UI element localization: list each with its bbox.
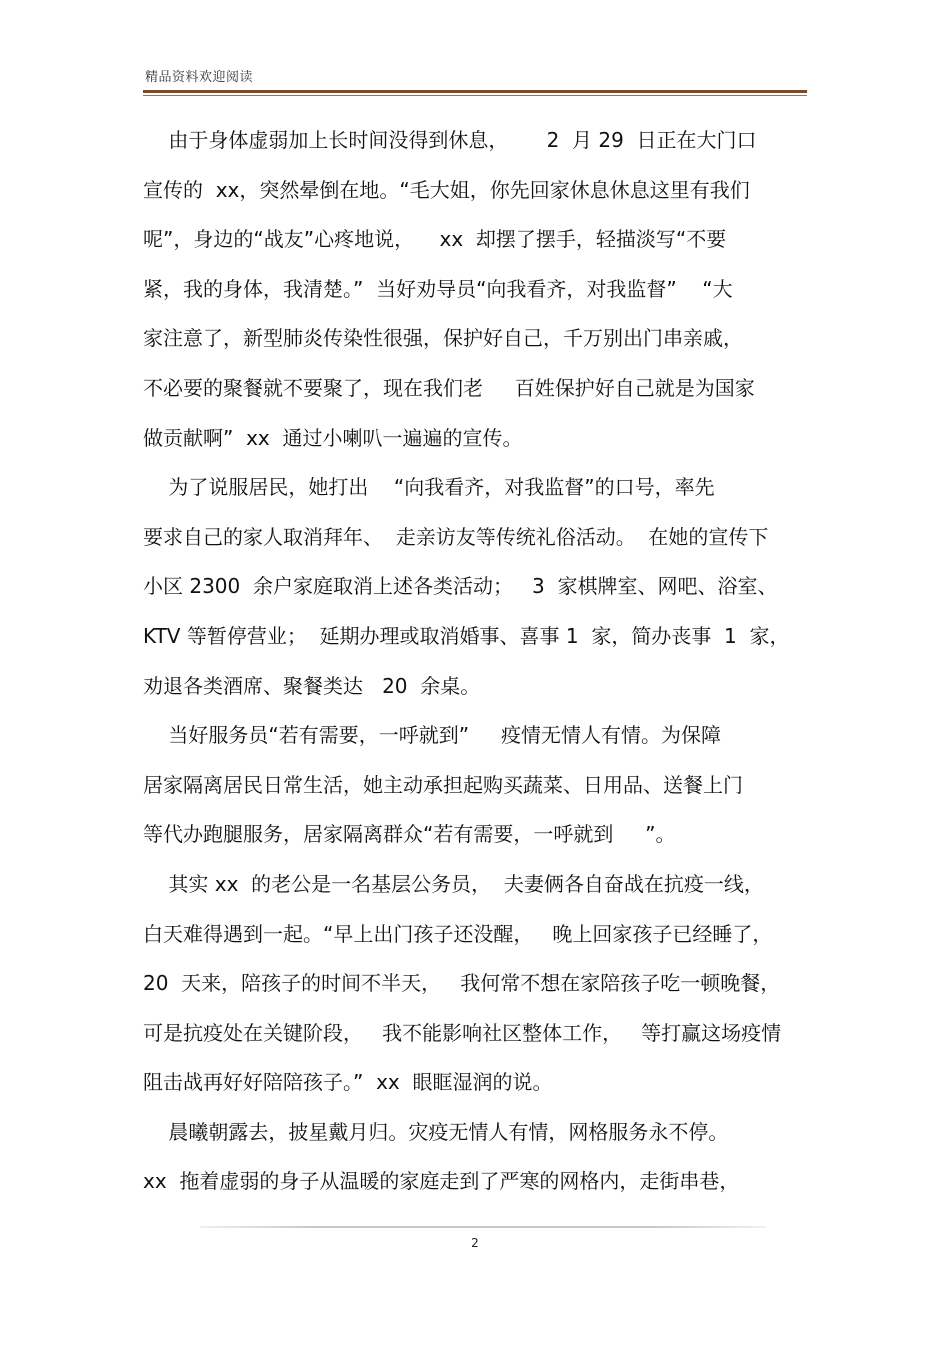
text-line: 当好服务员“若有需要，一呼就到” 疫情无情人有情。为保障	[143, 723, 721, 748]
header-rule-thick	[143, 90, 807, 93]
text-line: 劝退各类酒席、聚餐类达 20 余桌。	[143, 673, 481, 698]
text-line: 要求自己的家人取消拜年、 走亲访友等传统礼俗活动。 在她的宣传下	[143, 524, 769, 549]
page-header-title: 精品资料欢迎阅读	[145, 70, 254, 85]
text-line: 不必要的聚餐就不要聚了，现在我们老 百姓保护好自己就是为国家	[143, 375, 755, 400]
page-number: 2	[471, 1236, 479, 1250]
text-line: 居家隔离居民日常生活，她主动承担起购买蔬菜、日用品、送餐上门	[143, 772, 743, 797]
text-line: 白天难得遇到一起。“早上出门孩子还没醒， 晚上回家孩子已经睡了，	[143, 921, 773, 946]
header-rule-thin	[143, 95, 807, 96]
text-line: 小区 2300 余户家庭取消上述各类活动； 3 家棋牌室、网吧、浴室、	[143, 574, 778, 599]
text-line: xx 拖着虚弱的身子从温暖的家庭走到了严寒的网格内，走街串巷，	[143, 1169, 740, 1194]
text-line: 可是抗疫处在关键阶段， 我不能影响社区整体工作， 等打赢这场疫情	[143, 1020, 782, 1045]
text-line: 为了说服居民，她打出 “向我看齐，对我监督”的口号，率先	[143, 475, 715, 500]
text-line: 由于身体虚弱加上长时间没得到休息， 2 月 29 日正在大门口	[143, 128, 757, 152]
body-text	[143, 116, 809, 1207]
text-line: 20 天来，陪孩子的时间不半天， 我何常不想在家陪孩子吃一顿晚餐，	[143, 971, 781, 996]
text-line: 呢”，身边的“战友”心疼地说， xx 却摆了摆手，轻描淡写“不要	[143, 227, 727, 252]
text-line: KTV 等暂停营业； 延期办理或取消婚事、喜事 1 家，简办丧事 1 家，	[143, 623, 790, 648]
text-line: 家注意了，新型肺炎传染性很强，保护好自己，千万别出门串亲戚，	[143, 326, 743, 351]
text-line: 等代办跑腿服务，居家隔离群众“若有需要，一呼就到 ”。	[143, 822, 676, 847]
text-line: 做贡献啊” xx 通过小喇叭一遍遍的宣传。	[143, 425, 523, 450]
text-line: 其实 xx 的老公是一名基层公务员， 夫妻俩各自奋战在抗疫一线，	[143, 871, 764, 896]
text-line: 晨曦朝露去，披星戴月归。灾疫无情人有情，网格服务永不停。	[143, 1119, 729, 1144]
footer-rule	[200, 1226, 766, 1228]
text-line: 宣传的 xx，突然晕倒在地。“毛大姐，你先回家休息休息这里有我们	[143, 177, 750, 202]
text-line: 紧，我的身体，我清楚。” 当好劝导员“向我看齐，对我监督” “大	[143, 276, 733, 301]
text-line: 阻击战再好好陪陪孩子。” xx 眼眶湿润的说。	[143, 1070, 553, 1095]
